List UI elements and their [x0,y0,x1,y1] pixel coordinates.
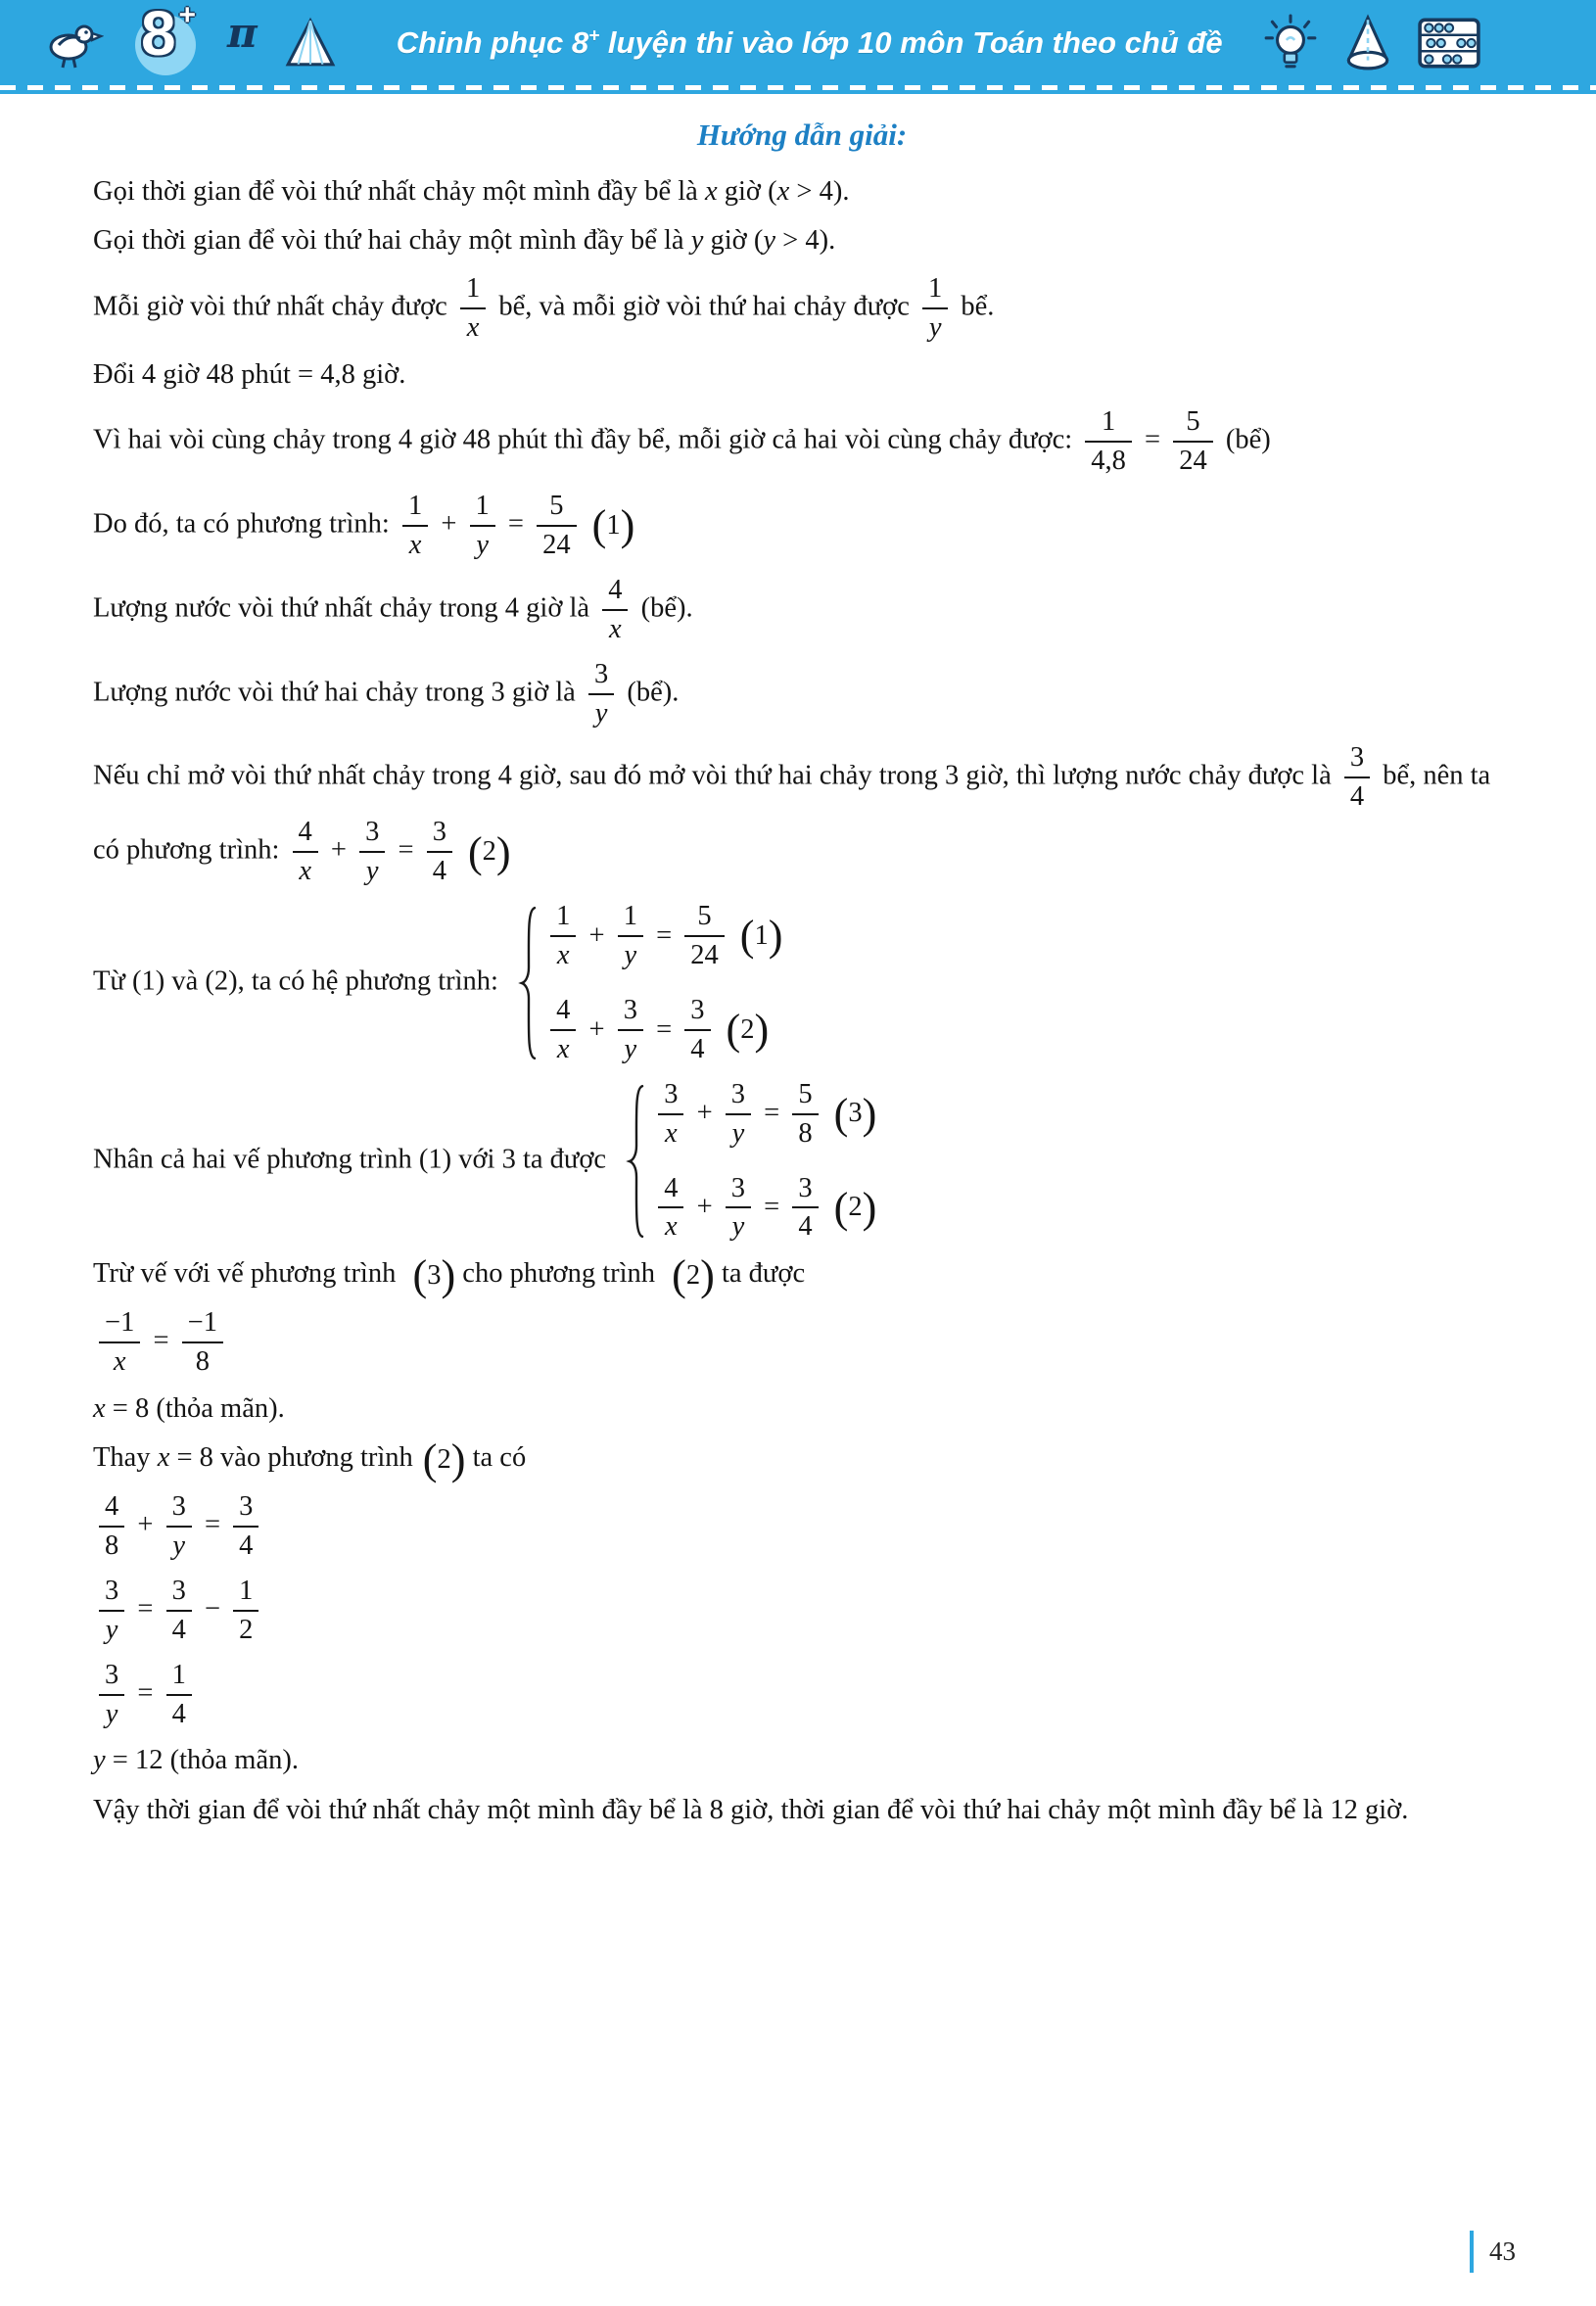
solution-body [93,172,1511,1830]
fraction-numerator: 3 [99,1660,124,1696]
text-run: Mỗi giờ vòi thứ nhất chảy được [93,291,454,322]
fraction [588,659,614,729]
fraction-numerator: 3 [792,1173,818,1209]
fraction-denominator: 4 [798,1211,813,1243]
text-run: = [757,1192,787,1223]
equation-label [672,1251,715,1300]
fraction [99,1307,140,1378]
fraction [166,1576,192,1646]
fraction-denominator: x [556,940,570,970]
math-variable: y [763,225,775,257]
system-brace-icon [517,905,537,1061]
fraction-denominator: 24 [542,529,571,560]
fraction-denominator: y [731,1211,745,1243]
text-run: = [130,1593,161,1624]
text-run: = [146,1325,176,1356]
fraction-numerator: 3 [166,1491,192,1528]
fraction-numerator: 3 [166,1576,192,1612]
fraction-numerator: 1 [618,901,643,937]
fraction-numerator: 5 [792,1079,818,1115]
equation-label [422,1435,466,1484]
header-title-sup: + [588,25,600,47]
fraction-numerator: 3 [726,1173,751,1209]
text-run: = [648,1013,680,1045]
fraction-numerator: 1 [470,491,495,527]
fraction-numerator: 3 [618,995,643,1031]
system-row [544,993,782,1067]
text-run: bể. [954,291,995,322]
text-run: + [689,1192,720,1223]
equation-label-number: 1 [606,509,621,541]
fraction [293,817,318,887]
system-row [652,1077,876,1152]
fraction-numerator: 5 [1173,406,1213,443]
fraction [537,491,577,561]
paren-close-icon: ) [768,912,783,961]
paren-close-icon: ) [620,501,635,550]
fraction [726,1173,751,1244]
solution-line [93,1791,1511,1830]
fraction [1173,406,1213,477]
text-run: Trừ vế với vế phương trình [93,1258,403,1290]
fraction [726,1079,751,1150]
fraction-numerator: 4 [602,575,628,611]
fraction-denominator: 4 [1349,781,1365,813]
fraction-denominator: 8 [195,1345,210,1377]
fraction-numerator: 5 [684,901,725,937]
math-variable: x [93,1392,106,1424]
text-run: Do đó, ta có phương trình: [93,508,397,540]
fraction-denominator: x [556,1033,570,1064]
header-dashed-divider [0,85,1596,90]
header-banner [0,0,1596,94]
text-run: > 4). [789,176,850,207]
prism-icon [283,16,338,71]
fraction-numerator: −1 [99,1307,140,1343]
pi-icon: π [227,9,258,57]
text-run: bể, và mỗi giờ vòi thứ hai chảy được [492,291,917,322]
text-run: Gọi thời gian để vòi thứ nhất chảy một mình đầy bể là [93,176,705,207]
fraction-denominator: 2 [239,1614,254,1645]
equation-label-number: 3 [427,1259,442,1291]
abacus-icon [1417,17,1481,70]
fraction [550,901,576,971]
fraction [99,1491,124,1562]
text-run: ta được [714,1258,806,1290]
fraction-denominator: 24 [690,940,719,970]
fraction [922,273,948,344]
solution-line [93,1305,1511,1380]
fraction [550,995,576,1065]
equation-label-number: 2 [848,1192,863,1223]
text-run: = 8 vào phương trình [169,1442,413,1474]
fraction [233,1491,258,1562]
system-row [652,1171,876,1246]
system-row [544,899,782,973]
fraction-numerator: 3 [1344,742,1370,778]
equation-label [833,1089,877,1138]
header-title-prefix: Chinh phục 8 [396,25,589,60]
fraction-denominator: 4 [239,1529,254,1561]
paren-close-icon: ) [700,1251,715,1300]
solution-line [93,404,1511,479]
fraction-numerator: 3 [233,1491,258,1528]
fraction-denominator: y [476,529,489,560]
equation-label-number: 2 [437,1443,451,1475]
fraction [99,1660,124,1730]
fraction-numerator: 4 [99,1491,124,1528]
fraction-numerator: 3 [684,995,710,1031]
solution-line [93,1251,1511,1300]
paren-open-icon: ( [739,912,755,961]
equation-label-number: 2 [740,1013,755,1045]
fraction [658,1079,683,1150]
solution-line [93,1489,1511,1564]
fraction [602,575,628,645]
fraction-denominator: y [105,1614,118,1645]
text-run: = 8 (thỏa mãn). [105,1392,285,1424]
fraction-denominator: x [113,1345,126,1377]
text-run: Thay [93,1442,158,1474]
badge-number: 8 [141,0,176,69]
fraction [684,901,725,971]
fraction-denominator: y [731,1117,745,1149]
paren-open-icon: ( [467,827,483,876]
solution-line [93,221,1511,260]
paren-open-icon: ( [833,1089,849,1138]
solution-line [93,271,1511,346]
fraction-denominator: x [609,613,622,644]
header-title [397,25,1223,61]
text-run: Nhân cả hai vế phương trình (1) với 3 ta được [93,1144,614,1175]
text-run: cho phương trình [455,1258,663,1290]
solution-line [93,1574,1511,1648]
text-run: = [1137,424,1168,455]
equation-system [625,1077,876,1246]
paren-open-icon: ( [672,1251,686,1300]
badge-8-plus [129,0,202,81]
text-run: Từ (1) và (2), ta có hệ phương trình: [93,965,506,997]
fraction [166,1491,192,1562]
fraction-denominator: y [928,311,942,343]
fraction-denominator: 24 [1179,446,1207,477]
solution-line [93,355,1511,395]
text-run: + [582,919,612,951]
math-variable: y [93,1745,106,1776]
solution-line [93,657,1511,731]
fraction [792,1173,818,1244]
text-run: Lượng nước vòi thứ nhất chảy trong 4 giờ là [93,592,597,624]
fraction-denominator: 8 [105,1529,119,1561]
bird-icon [41,15,104,71]
fraction-denominator: y [105,1698,118,1729]
fraction-numerator: 4 [550,995,576,1031]
text-run: = [648,919,680,951]
text-run: + [130,1509,161,1540]
solution-line [93,1389,1511,1429]
fraction-numerator: 4 [658,1173,683,1209]
fraction-numerator: 3 [359,817,385,853]
text-run: + [434,508,464,540]
fraction [658,1173,683,1244]
fraction-numerator: 1 [402,491,428,527]
badge-plus-sign: + [178,0,196,31]
fraction [359,817,385,887]
cone-icon [1344,14,1391,72]
fraction-denominator: 4 [432,856,446,887]
text-run: bể, nên ta có phương trình: [93,760,1491,866]
solution-line [93,172,1511,212]
page-heading: Hướng dẫn giải: [696,118,908,152]
fraction-numerator: 1 [166,1660,192,1696]
equation-label [739,912,783,961]
fraction [402,491,428,561]
fraction-numerator: 3 [588,659,614,695]
solution-line [93,899,1511,1067]
fraction-denominator: 4 [171,1614,186,1645]
fraction [684,995,710,1065]
paren-close-icon: ) [450,1435,466,1484]
solution-line [93,489,1511,563]
solution-content [93,110,1511,1840]
fraction [99,1576,124,1646]
paren-open-icon: ( [412,1251,428,1300]
text-run: giờ ( [717,176,777,207]
paren-open-icon: ( [591,501,607,550]
fraction-denominator: y [365,856,379,887]
fraction-denominator: y [624,940,637,970]
fraction-denominator: x [664,1117,678,1149]
equation-label-number: 2 [685,1259,701,1291]
text-run: > 4). [775,225,836,257]
text-run: = [197,1509,228,1540]
math-variable: y [690,225,704,257]
text-run: − [197,1593,228,1624]
system-brace-icon [625,1083,644,1240]
header-title-suffix: luyện thi vào lớp 10 môn Toán theo chủ đề [599,25,1223,60]
fraction [182,1307,223,1378]
fraction [1085,406,1132,477]
system-rows [652,1077,876,1246]
fraction-numerator: 1 [460,273,486,309]
solution-line [93,1077,1511,1246]
equation-label [467,827,511,876]
text-run: ta có [465,1442,527,1474]
fraction [427,817,452,887]
text-run: = [757,1098,787,1129]
solution-line [93,740,1511,889]
equation-system [517,899,782,1067]
text-run: giờ ( [703,225,764,257]
lightbulb-icon [1262,14,1319,72]
fraction-denominator: x [664,1211,678,1243]
fraction-numerator: 3 [658,1079,683,1115]
paren-close-icon: ) [862,1183,877,1232]
fraction-denominator: y [594,697,608,729]
paren-open-icon: ( [833,1183,849,1232]
solution-line [93,1435,1511,1484]
solution-line [93,573,1511,647]
fraction-numerator: 1 [550,901,576,937]
paren-open-icon: ( [422,1435,438,1484]
fraction-numerator: 4 [293,817,318,853]
fraction-denominator: 4,8 [1091,446,1126,477]
equation-label [833,1183,877,1232]
fraction-numerator: 3 [427,817,452,853]
fraction [460,273,486,344]
fraction-numerator: 5 [537,491,577,527]
solution-line [93,1658,1511,1732]
text-run: (bể) [1218,424,1271,455]
math-variable: x [157,1442,170,1474]
paren-close-icon: ) [495,827,511,876]
text-run: = 12 (thỏa mãn). [105,1745,299,1776]
text-run: Vậy thời gian để vòi thứ nhất chảy một mình đầy bể là 8 giờ, thời gian để vòi thứ hai chảy một mình đầy bể là 12 giờ. [93,1794,1409,1825]
fraction-numerator: 1 [922,273,948,309]
fraction-numerator: 3 [726,1079,751,1115]
fraction-numerator: 1 [233,1576,258,1612]
text-run: = [130,1677,161,1709]
fraction-denominator: y [172,1529,186,1561]
paren-close-icon: ) [862,1089,877,1138]
fraction-numerator: 1 [1085,406,1132,443]
fraction [1344,742,1370,813]
fraction-denominator: 8 [798,1117,813,1149]
text-run: = [500,508,532,540]
fraction [233,1576,258,1646]
page-number: 43 [1470,2231,1518,2273]
fraction [470,491,495,561]
system-rows [544,899,782,1067]
equation-label-number: 1 [754,919,769,951]
text-run: + [323,834,354,866]
fraction-denominator: 4 [690,1033,705,1064]
paren-close-icon: ) [754,1006,770,1055]
text-run: Đổi 4 giờ 48 phút = 4,8 giờ. [93,358,406,390]
text-run: Gọi thời gian để vòi thứ hai chảy một mình đầy bể là [93,225,691,257]
fraction-denominator: x [466,311,480,343]
fraction [166,1660,192,1730]
text-run: + [689,1098,720,1129]
fraction [618,901,643,971]
equation-label-number: 3 [848,1098,863,1129]
fraction-denominator: y [624,1033,637,1064]
text-run: Vì hai vòi cùng chảy trong 4 giờ 48 phút thì đầy bể, mỗi giờ cả hai vòi cùng chảy được: [93,424,1080,455]
text-run: = [391,834,421,866]
paren-close-icon: ) [441,1251,456,1300]
paren-open-icon: ( [726,1006,741,1055]
text-run: Nếu chỉ mở vòi thứ nhất chảy trong 4 giờ, sau đó mở vòi thứ hai chảy trong 3 giờ, thì lượng nước chảy được là [93,760,1338,791]
fraction-denominator: x [408,529,422,560]
math-variable: x [776,176,790,207]
equation-label [726,1006,770,1055]
solution-line [93,1741,1511,1780]
fraction-numerator: 3 [99,1576,124,1612]
equation-label-number: 2 [482,835,496,867]
text-run: (bể). [620,677,680,708]
equation-label [412,1251,456,1300]
fraction-denominator: x [299,856,311,887]
text-run: Lượng nước vòi thứ hai chảy trong 3 giờ là [93,677,583,708]
fraction-numerator: −1 [182,1307,223,1343]
math-variable: x [704,176,718,207]
fraction [792,1079,818,1150]
fraction-denominator: 4 [171,1698,186,1729]
text-run: (bể). [634,592,693,624]
text-run: + [582,1013,612,1045]
fraction [618,995,643,1065]
equation-label [591,501,635,550]
